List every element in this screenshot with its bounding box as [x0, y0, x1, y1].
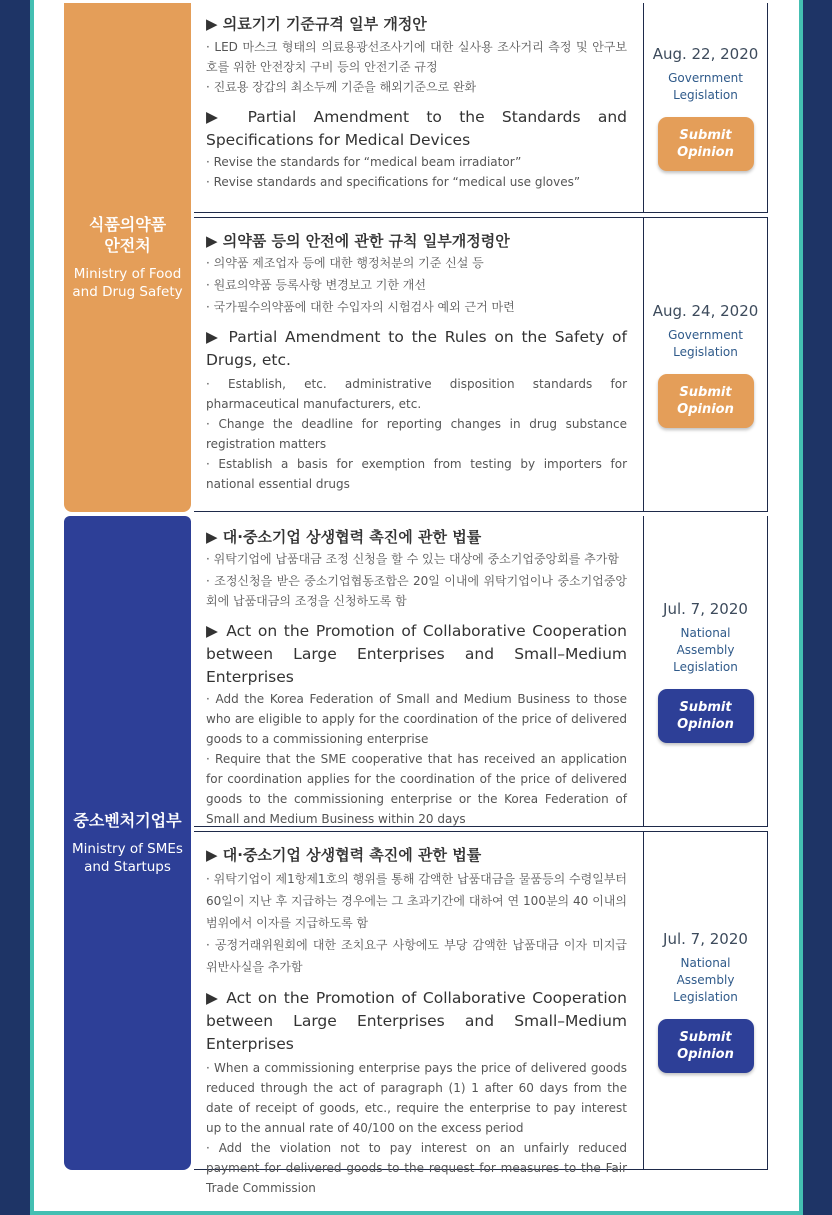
entry-date: Aug. 24, 2020: [652, 302, 759, 320]
entry-bullet-ko: · 위탁기업에 납품대금 조정 신청을 할 수 있는 대상에 중소기업중앙회를 추가함: [206, 552, 619, 566]
legislation-entry: [194, 217, 768, 512]
entry-title-ko: ▶ 의료기기 기준규격 일부 개정안: [206, 15, 427, 33]
submit-opinion-button[interactable]: Submit Opinion: [658, 117, 754, 171]
entry-bullet-ko: · 조정신청을 받은 중소기업협동조합은 20일 이내에 위탁기업이나 중소기업중앙회에 납품대금의 조정을 신청하도록 함: [206, 574, 627, 608]
entry-date: Jul. 7, 2020: [663, 600, 748, 618]
entry-date: Aug. 22, 2020: [652, 45, 759, 63]
legislation-entry: [194, 3, 768, 213]
entry-bullet-en: · Revise standards and specifications for “medical use gloves”: [206, 175, 581, 189]
ministry-food-drug-safety: [64, 3, 191, 512]
entry-bullet-ko: · 원료의약품 등록사항 변경보고 기한 개선: [206, 278, 426, 292]
entry-title-en: ▶ Act on the Promotion of Collaborative Cooperation between Large Enterprises and Small–Medium Enterprises: [206, 989, 627, 1053]
entry-bullet-en: · When a commissioning enterprise pays the price of delivered goods reduced through the act of paragraph (1) 1 after 60 days from the date of receipt of goods, etc., require the enterprise to pay interest up to the annual rate of 40/100 on the excess period: [206, 1061, 627, 1135]
entry-date: Jul. 7, 2020: [663, 929, 748, 948]
entry-source: Government Legislation: [668, 71, 743, 102]
entry-bullet-en: · Revise the standards for “medical beam irradiator”: [206, 155, 522, 169]
entry-bullet-ko: · LED 마스크 형태의 의료용광선조사기에 대한 실사용 조사거리 측정 및 안구보호를 위한 안전장치 구비 등의 안전기준 규정: [206, 40, 627, 74]
entry-bullet-en: · Require that the SME cooperative that has received an application for coordination applies for the coordination of the price of delivered goods to the commissioning enterprise or the Korea Federation of Small and Medium Business within 20 days: [206, 752, 627, 826]
entry-title-en: ▶ Partial Amendment to the Rules on the Safety of Drugs, etc.: [206, 328, 627, 369]
legislation-entry: [194, 831, 768, 1195]
entry-bullet-en: · Establish a basis for exemption from testing by importers for national essential drugs: [206, 457, 627, 491]
entry-bullet-en: · Add the violation not to pay interest on an unfairly reduced payment for delivered goods to the request for measures to the Fair Trade Commission: [206, 1141, 627, 1195]
legislation-entry: [194, 516, 768, 827]
entry-bullet-ko: · 의약품 제조업자 등에 대한 행정처분의 기준 신설 등: [206, 256, 484, 270]
entry-source: Government Legislation: [668, 328, 743, 359]
entry-title-ko: ▶ 대·중소기업 상생협력 촉진에 관한 법률: [206, 528, 482, 546]
entry-bullet-en: · Establish, etc. administrative disposition standards for pharmaceutical manufacturers, etc.: [206, 377, 627, 411]
ministry-name-ko: 중소벤처기업부: [73, 811, 182, 830]
entry-title-en: ▶ Partial Amendment to the Standards and Specifications for Medical Devices: [206, 108, 627, 149]
entry-bullet-ko: · 공정거래위원회에 대한 조치요구 사항에도 부당 감액한 납품대금 이자 미지급 위반사실을 추가함: [206, 938, 627, 974]
entry-bullet-ko: · 진료용 장갑의 최소두께 기준을 해외기준으로 완화: [206, 80, 477, 94]
entry-bullet-ko: · 국가필수의약품에 대한 수입자의 시험검사 예외 근거 마련: [206, 300, 515, 314]
entry-bullet-en: · Add the Korea Federation of Small and Medium Business to those who are eligible to apply for the coordination of the price of delivered goods to a commissioning enterprise: [206, 692, 627, 746]
entry-source: National Assembly Legislation: [673, 626, 738, 674]
entry-bullet-en: · Change the deadline for reporting changes in drug substance registration matters: [206, 417, 627, 451]
submit-opinion-button[interactable]: Submit Opinion: [658, 689, 754, 743]
submit-opinion-button[interactable]: Submit Opinion: [658, 1019, 754, 1073]
ministry-name-en: Ministry of Food and Drug Safety: [72, 266, 183, 300]
entry-source: National Assembly Legislation: [673, 955, 738, 1004]
entry-title-ko: ▶ 의약품 등의 안전에 관한 규칙 일부개정령안: [206, 232, 510, 250]
ministry-name-en: Ministry of SMEs and Startups: [72, 841, 183, 875]
entry-title-en: ▶ Act on the Promotion of Collaborative Cooperation between Large Enterprises and Small–Medium Enterprises: [206, 622, 627, 686]
entry-bullet-ko: · 위탁기업이 제1항제1호의 행위를 통해 감액한 납품대금을 물품등의 수령일부터 60일이 지난 후 지급하는 경우에는 그 초과기간에 대하여 연 100분의 40 이내의 범위에서 이자를 지급하도록 함: [206, 872, 627, 930]
submit-opinion-button[interactable]: Submit Opinion: [658, 374, 754, 428]
ministry-name-ko: 식품의약품 안전처: [88, 215, 167, 255]
entry-title-ko: ▶ 대·중소기업 상생협력 촉진에 관한 법률: [206, 846, 482, 864]
ministry-smes-startups: [64, 516, 191, 1170]
